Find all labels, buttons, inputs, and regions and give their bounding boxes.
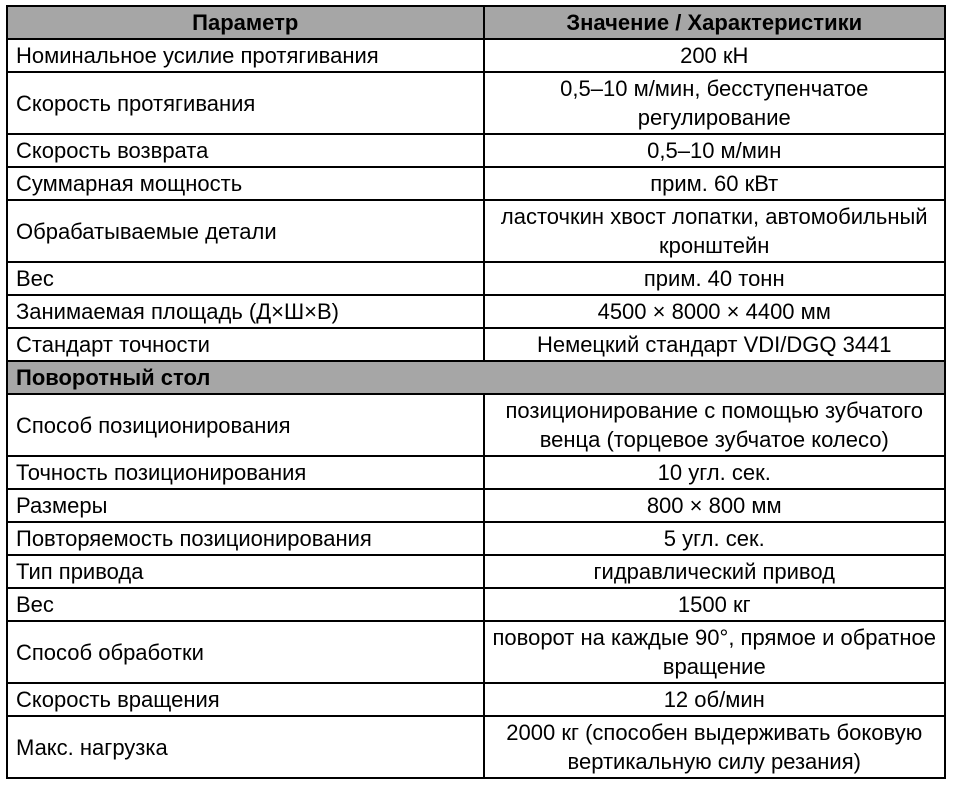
table-row <box>7 489 945 522</box>
table-row <box>7 683 945 716</box>
param-cell: Способ обработки <box>7 621 484 683</box>
value-cell: гидравлический привод <box>484 555 946 588</box>
section-header: Поворотный стол <box>7 361 945 394</box>
value-cell: 1500 кг <box>484 588 946 621</box>
value-cell: 5 угл. сек. <box>484 522 946 555</box>
value-cell: поворот на каждые 90°, прямое и обратное вращение <box>484 621 946 683</box>
value-cell: Немецкий стандарт VDI/DGQ 3441 <box>484 328 946 361</box>
section-header-row <box>7 361 945 394</box>
value-cell: 12 об/мин <box>484 683 946 716</box>
param-cell: Стандарт точности <box>7 328 484 361</box>
param-cell: Занимаемая площадь (Д×Ш×В) <box>7 295 484 328</box>
param-cell: Обрабатываемые детали <box>7 200 484 262</box>
spec-table <box>6 5 946 779</box>
table-row <box>7 167 945 200</box>
table-row <box>7 134 945 167</box>
table-row <box>7 295 945 328</box>
table-row <box>7 456 945 489</box>
param-cell: Номинальное усилие протягивания <box>7 39 484 72</box>
table-row <box>7 588 945 621</box>
value-cell: прим. 40 тонн <box>484 262 946 295</box>
value-cell: позиционирование с помощью зубчатого венца (торцевое зубчатое колесо) <box>484 394 946 456</box>
value-cell: прим. 60 кВт <box>484 167 946 200</box>
param-cell: Макс. нагрузка <box>7 716 484 778</box>
param-cell: Точность позиционирования <box>7 456 484 489</box>
table-row <box>7 621 945 683</box>
param-cell: Размеры <box>7 489 484 522</box>
spec-table-body <box>7 39 945 778</box>
param-cell: Вес <box>7 588 484 621</box>
value-cell: ласточкин хвост лопатки, автомобильный кронштейн <box>484 200 946 262</box>
param-cell: Вес <box>7 262 484 295</box>
table-row <box>7 555 945 588</box>
column-header-row <box>7 6 945 39</box>
param-cell: Повторяемость позиционирования <box>7 522 484 555</box>
param-cell: Скорость протягивания <box>7 72 484 134</box>
table-row <box>7 328 945 361</box>
param-cell: Суммарная мощность <box>7 167 484 200</box>
value-cell: 4500 × 8000 × 4400 мм <box>484 295 946 328</box>
param-cell: Тип привода <box>7 555 484 588</box>
column-header-value: Значение / Характеристики <box>484 6 946 39</box>
value-cell: 10 угл. сек. <box>484 456 946 489</box>
param-cell: Скорость возврата <box>7 134 484 167</box>
table-row <box>7 394 945 456</box>
table-row <box>7 262 945 295</box>
table-row <box>7 39 945 72</box>
value-cell: 200 кН <box>484 39 946 72</box>
param-cell: Способ позиционирования <box>7 394 484 456</box>
param-cell: Скорость вращения <box>7 683 484 716</box>
table-row <box>7 72 945 134</box>
column-header-parameter: Параметр <box>7 6 484 39</box>
table-row <box>7 200 945 262</box>
value-cell: 2000 кг (способен выдерживать боковую вертикальную силу резания) <box>484 716 946 778</box>
table-row <box>7 716 945 778</box>
value-cell: 0,5–10 м/мин, бесступенчатое регулирование <box>484 72 946 134</box>
table-row <box>7 522 945 555</box>
value-cell: 0,5–10 м/мин <box>484 134 946 167</box>
value-cell: 800 × 800 мм <box>484 489 946 522</box>
